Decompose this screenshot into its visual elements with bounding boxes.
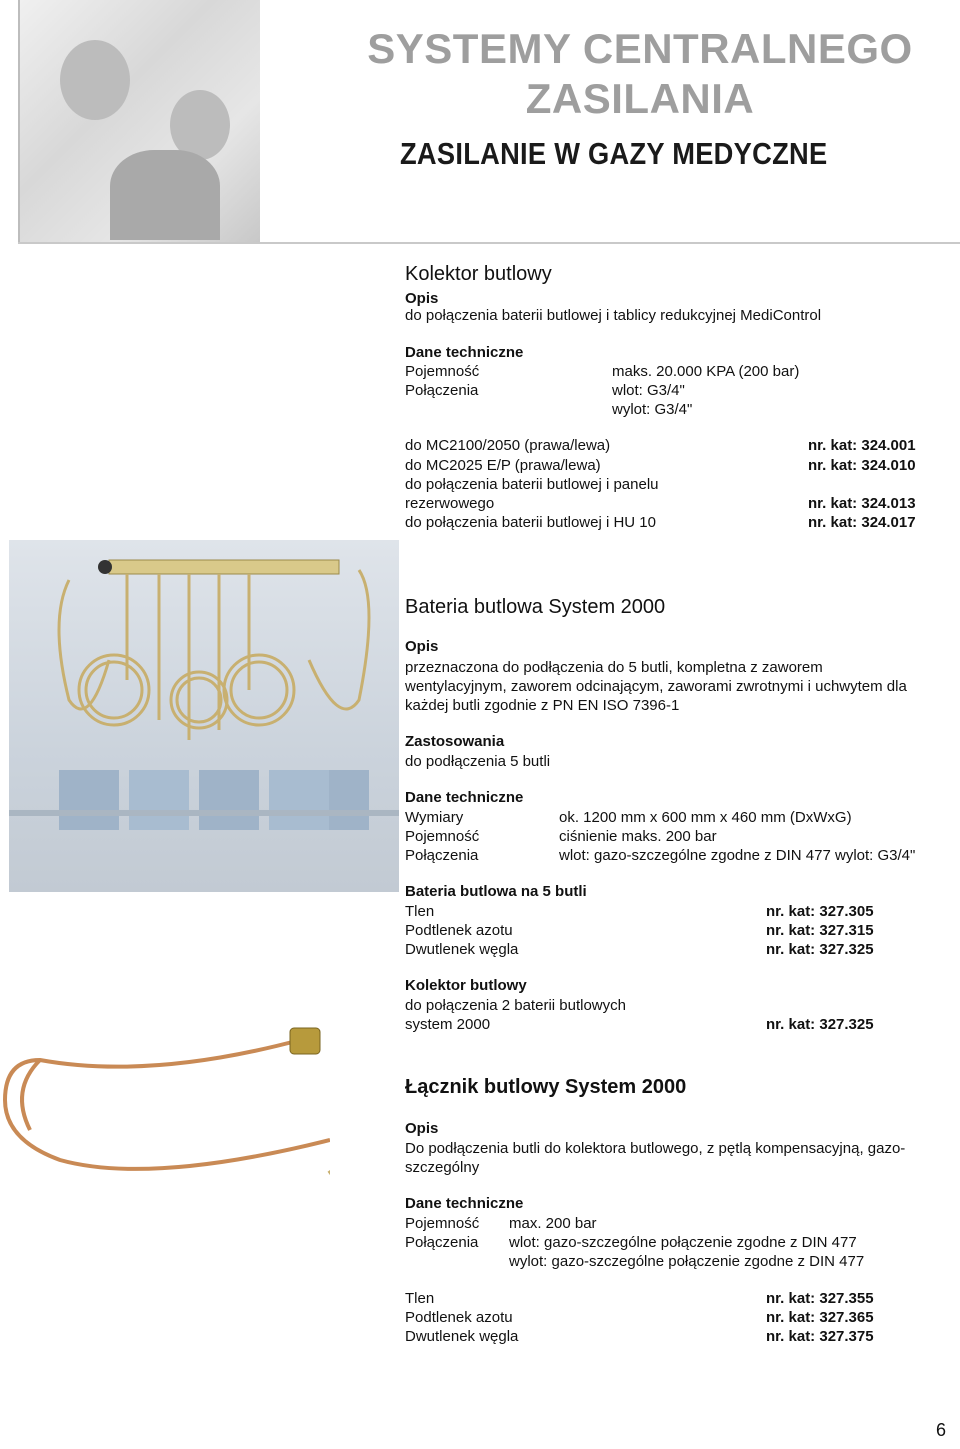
s1-cat-no-0: nr. kat: 324.001: [808, 437, 916, 454]
s3-cat-name-0: Tlen: [405, 1290, 435, 1307]
s2-b5-no-2: nr. kat: 327.325: [766, 941, 874, 958]
s3-opis-line2: szczególny: [405, 1159, 480, 1176]
s2-tech-label: Dane techniczne: [405, 789, 524, 806]
s2-b5-no-0: nr. kat: 327.305: [766, 903, 874, 920]
s3-opis-line1: Do podłączenia butli do kolektora butlowego, z pętlą kompensacyjną, gazo-: [405, 1140, 906, 1157]
s2-kol-line2: system 2000: [405, 1016, 491, 1033]
s1-cat-no-4: nr. kat: 324.017: [808, 514, 916, 531]
s3-tech-label: Dane techniczne: [405, 1195, 524, 1212]
s2-spec-key-2: Połączenia: [405, 847, 479, 864]
s1-cat-no-1: nr. kat: 324.010: [808, 457, 916, 474]
manifold-illustration: [9, 540, 399, 892]
s1-cat-name-0: do MC2100/2050 (prawa/lewa): [405, 437, 611, 454]
s2-b5-name-1: Podtlenek azotu: [405, 922, 513, 939]
section3-title: Łącznik butlowy System 2000: [405, 1076, 687, 1098]
s1-cat-name-4: do połączenia baterii butlowej i HU 10: [405, 514, 656, 531]
s2-zast-label: Zastosowania: [405, 733, 505, 750]
s2-b5-no-1: nr. kat: 327.315: [766, 922, 874, 939]
s2-spec-val-1: ciśnienie maks. 200 bar: [559, 828, 717, 845]
s3-spec-val-0: max. 200 bar: [509, 1215, 597, 1232]
s2-zast: do podłączenia 5 butli: [405, 753, 551, 770]
s1-spec-val-0: maks. 20.000 KPA (200 bar): [612, 363, 800, 380]
s1-cat-name-3: rezerwowego: [405, 495, 495, 512]
s3-cat-no-0: nr. kat: 327.355: [766, 1290, 874, 1307]
s3-cat-name-1: Podtlenek azotu: [405, 1309, 513, 1326]
cylinder-battery-photo: [9, 540, 399, 892]
s1-spec-key-0: Pojemność: [405, 363, 480, 380]
s2-b5-name-2: Dwutlenek węgla: [405, 941, 519, 958]
s1-tech-label: Dane techniczne: [405, 344, 524, 361]
s2-kol-no: nr. kat: 327.325: [766, 1016, 874, 1033]
s3-cat-no-1: nr. kat: 327.365: [766, 1309, 874, 1326]
s1-spec-val-2: wylot: G3/4": [612, 401, 693, 418]
s3-opis-label: Opis: [405, 1120, 439, 1137]
connector-illustration: [0, 1020, 330, 1290]
s1-cat-name-2: do połączenia baterii butlowej i panelu: [405, 476, 659, 493]
page-subtitle: ZASILANIE W GAZY MEDYCZNE: [400, 136, 828, 171]
s2-spec-val-2: wlot: gazo-szczególne zgodne z DIN 477 wylot: G3/4": [559, 847, 916, 864]
page-number: 6: [935, 1420, 946, 1440]
s2-kol-line1: do połączenia 2 baterii butlowych: [405, 997, 626, 1014]
s1-cat-name-1: do MC2025 E/P (prawa/lewa): [405, 457, 601, 474]
s2-opis-line3: każdej butli zgodnie z PN EN ISO 7396-1: [405, 697, 680, 714]
s1-spec-val-1: wlot: G3/4": [612, 382, 685, 399]
s2-spec-key-1: Pojemność: [405, 828, 480, 845]
header-photo: [18, 0, 260, 242]
section2-title: Bateria butlowa System 2000: [405, 596, 666, 618]
section1-title: Kolektor butlowy: [405, 263, 552, 285]
s1-spec-key-1: Połączenia: [405, 382, 479, 399]
s2-opis-line2: wentylacyjnym, zaworem odcinającym, zaworami zwrotnymi i uchwytem dla: [405, 678, 907, 695]
s2-spec-key-0: Wymiary: [405, 809, 464, 826]
page-title: SYSTEMY CENTRALNEGO ZASILANIA: [367, 25, 913, 122]
s2-spec-val-0: ok. 1200 mm x 600 mm x 460 mm (DxWxG): [559, 809, 852, 826]
s2-b5-name-0: Tlen: [405, 903, 435, 920]
s2-b5-label: Bateria butlowa na 5 butli: [405, 883, 587, 900]
cylinder-connector-photo: [0, 1020, 330, 1290]
s3-spec-key-1: Połączenia: [405, 1234, 479, 1251]
s3-cat-name-2: Dwutlenek węgla: [405, 1328, 519, 1345]
s2-opis-label: Opis: [405, 638, 439, 655]
s2-opis-line1: przeznaczona do podłączenia do 5 butli, kompletna z zaworem: [405, 659, 823, 676]
s1-cat-no-3: nr. kat: 324.013: [808, 495, 916, 512]
s3-spec-key-0: Pojemność: [405, 1215, 480, 1232]
s1-opis-label: Opis: [405, 290, 439, 307]
s2-kol-label: Kolektor butlowy: [405, 977, 527, 994]
s3-spec-val-1: wlot: gazo-szczególne połączenie zgodne z DIN 477: [509, 1234, 857, 1251]
s3-cat-no-2: nr. kat: 327.375: [766, 1328, 874, 1345]
s1-opis: do połączenia baterii butlowej i tablicy redukcyjnej MediControl: [405, 307, 822, 324]
s3-spec-val-2: wylot: gazo-szczególne połączenie zgodne z DIN 477: [509, 1253, 865, 1270]
